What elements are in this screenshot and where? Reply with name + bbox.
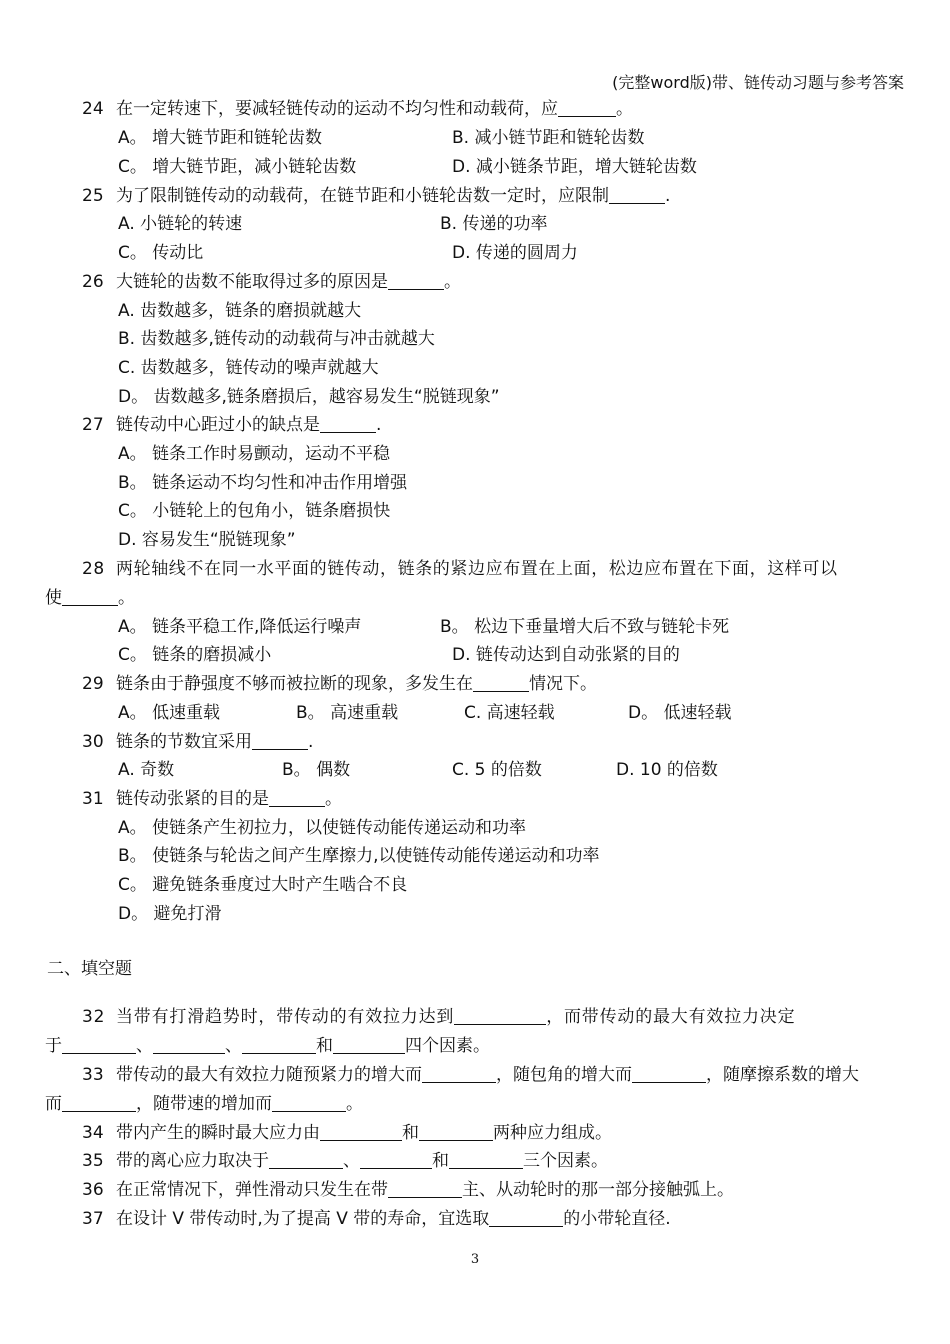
answer-blank xyxy=(272,1093,346,1112)
question-number: 27 xyxy=(82,415,104,435)
fill-question-37 xyxy=(82,1208,671,1230)
answer-blank xyxy=(388,271,444,290)
question-number: 28 xyxy=(82,559,105,579)
answer-blank xyxy=(62,1093,136,1112)
question-text: 链条的节数宜采用 xyxy=(116,732,252,752)
question-text: ，而带传动的最大有效拉力决定 xyxy=(546,1007,796,1027)
answer-blank xyxy=(558,98,616,117)
question-text: ，随带速的增加而 xyxy=(136,1094,272,1114)
question-number: 30 xyxy=(82,732,104,752)
answer-blank xyxy=(62,587,118,606)
question-28-continuation xyxy=(45,587,135,609)
question-31 xyxy=(82,788,342,810)
question-number: 32 xyxy=(82,1007,106,1027)
question-text: 和 xyxy=(316,1036,333,1056)
answer-blank xyxy=(449,1150,523,1169)
option-c: C。 增大链节距，减小链轮齿数 xyxy=(118,157,357,177)
fill-question-34 xyxy=(82,1122,612,1144)
question-text: 、 xyxy=(225,1036,242,1056)
option-b: B. 减小链节距和链轮齿数 xyxy=(452,128,645,148)
punctuation: 。 xyxy=(325,789,342,809)
option-c: C。 小链轮上的包角小，链条磨损快 xyxy=(118,501,391,521)
option-d: D. 传递的圆周力 xyxy=(452,243,578,263)
question-text: 链传动张紧的目的是 xyxy=(116,789,269,809)
option-b: B. 齿数越多,链传动的动载荷与冲击就越大 xyxy=(118,329,435,349)
answer-blank xyxy=(422,1064,496,1083)
punctuation: 。 xyxy=(118,588,135,608)
question-text: ，随包角的增大而 xyxy=(496,1065,632,1085)
answer-blank xyxy=(473,673,529,692)
question-text: 而 xyxy=(45,1094,62,1114)
question-number: 33 xyxy=(82,1065,104,1085)
answer-blank xyxy=(419,1122,493,1141)
answer-blank xyxy=(609,185,665,204)
answer-blank xyxy=(454,1006,546,1025)
question-text: 主、从动轮时的那一部分接触弧上。 xyxy=(462,1180,734,1200)
option-a: A。 使链条产生初拉力，以使链传动能传递运动和功率 xyxy=(118,818,527,838)
answer-blank xyxy=(360,1150,432,1169)
question-text: 和 xyxy=(432,1151,449,1171)
option-b: B。 偶数 xyxy=(282,760,351,780)
option-d: D. 链传动达到自动张紧的目的 xyxy=(452,645,680,665)
question-text: 两种应力组成。 xyxy=(493,1123,612,1143)
answer-blank xyxy=(333,1035,405,1054)
option-c: C。 链条的磨损减小 xyxy=(118,645,272,665)
answer-blank xyxy=(489,1208,563,1227)
answer-blank xyxy=(252,731,308,750)
option-d: D. 容易发生“脱链现象” xyxy=(118,530,296,550)
question-text: 带的离心应力取决于 xyxy=(116,1151,269,1171)
question-text: 大链轮的齿数不能取得过多的原因是 xyxy=(116,272,388,292)
answer-blank xyxy=(242,1035,316,1054)
punctuation: . xyxy=(665,186,671,206)
answer-blank xyxy=(320,414,376,433)
question-text: 和 xyxy=(402,1123,419,1143)
question-text: 四个因素。 xyxy=(405,1036,490,1056)
fill-question-32 xyxy=(82,1006,795,1028)
question-number: 25 xyxy=(82,186,104,206)
question-number: 31 xyxy=(82,789,104,809)
answer-blank xyxy=(388,1179,462,1198)
answer-blank xyxy=(632,1064,706,1083)
question-30 xyxy=(82,731,313,753)
question-text: 、 xyxy=(136,1036,153,1056)
fill-question-36 xyxy=(82,1179,734,1201)
question-text: 两轮轴线不在同一水平面的链传动，链条的紧边应布置在上面，松边应布置在下面，这样可以 xyxy=(116,559,838,579)
option-c: C. 齿数越多，链传动的噪声就越大 xyxy=(118,358,379,378)
answer-blank xyxy=(320,1122,402,1141)
option-b: B。 高速重载 xyxy=(296,703,399,723)
punctuation: 。 xyxy=(444,272,461,292)
page-header: (完整word版)带、链传动习题与参考答案 xyxy=(612,73,904,92)
question-text: 带内产生的瞬时最大应力由 xyxy=(116,1123,320,1143)
fill-question-35 xyxy=(82,1150,608,1172)
question-number: 35 xyxy=(82,1151,104,1171)
question-text: 于 xyxy=(45,1036,62,1056)
option-a: A。 低速重载 xyxy=(118,703,221,723)
option-b: B。 松边下垂量增大后不致与链轮卡死 xyxy=(440,617,730,637)
punctuation: . xyxy=(376,415,382,435)
option-d: D. 减小链条节距，增大链轮齿数 xyxy=(452,157,697,177)
question-text: 在正常情况下，弹性滑动只发生在带 xyxy=(116,1180,388,1200)
question-text: 当带有打滑趋势时，带传动的有效拉力达到 xyxy=(116,1007,455,1027)
question-number: 34 xyxy=(82,1123,104,1143)
option-b: B。 链条运动不均匀性和冲击作用增强 xyxy=(118,473,408,493)
page-number: 3 xyxy=(470,1252,480,1267)
question-number: 29 xyxy=(82,674,104,694)
question-text: 在设计 V 带传动时,为了提高 V 带的寿命，宜选取 xyxy=(116,1209,490,1229)
fill-question-33-continuation xyxy=(45,1093,363,1115)
question-27 xyxy=(82,414,381,436)
option-a: A. 小链轮的转速 xyxy=(118,214,243,234)
answer-blank xyxy=(269,788,325,807)
option-a: A. 奇数 xyxy=(118,760,175,780)
option-c: C. 5 的倍数 xyxy=(452,760,542,780)
answer-blank xyxy=(153,1035,225,1054)
option-d: D. 10 的倍数 xyxy=(616,760,718,780)
option-d: D。 避免打滑 xyxy=(118,904,222,924)
question-number: 37 xyxy=(82,1209,104,1229)
question-number: 24 xyxy=(82,99,104,119)
question-text: 带传动的最大有效拉力随预紧力的增大而 xyxy=(116,1065,422,1085)
question-text: 在一定转速下，要减轻链传动的运动不均匀性和动载荷，应 xyxy=(116,99,558,119)
option-d: D。 齿数越多,链条磨损后，越容易发生“脱链现象” xyxy=(118,387,500,407)
question-text: 。 xyxy=(346,1094,363,1114)
question-text: ，随摩擦系数的增大 xyxy=(706,1065,859,1085)
question-24 xyxy=(82,98,633,120)
punctuation: 。 xyxy=(616,99,633,119)
question-text: 链传动中心距过小的缺点是 xyxy=(116,415,320,435)
fill-question-33 xyxy=(82,1064,859,1086)
question-29 xyxy=(82,673,597,695)
option-a: A。 链条平稳工作,降低运行噪声 xyxy=(118,617,362,637)
option-a: A. 齿数越多，链条的磨损就越大 xyxy=(118,301,362,321)
question-26 xyxy=(82,271,461,293)
question-text: 三个因素。 xyxy=(523,1151,608,1171)
option-c: C。 传动比 xyxy=(118,243,204,263)
option-a: A。 增大链节距和链轮齿数 xyxy=(118,128,323,148)
punctuation: . xyxy=(308,732,314,752)
question-25 xyxy=(82,185,670,207)
question-text: 、 xyxy=(343,1151,360,1171)
option-c: C. 高速轻载 xyxy=(464,703,555,723)
question-text: 为了限制链传动的动载荷，在链节距和小链轮齿数一定时，应限制 xyxy=(116,186,609,206)
question-number: 26 xyxy=(82,272,104,292)
section-heading: 二、填空题 xyxy=(47,959,132,979)
question-text: 使 xyxy=(45,588,62,608)
question-28 xyxy=(82,558,838,580)
option-d: D。 低速轻载 xyxy=(628,703,732,723)
answer-blank xyxy=(269,1150,343,1169)
option-c: C。 避免链条垂度过大时产生啮合不良 xyxy=(118,875,408,895)
question-text: 的小带轮直径. xyxy=(563,1209,671,1229)
question-text-end: 情况下。 xyxy=(529,674,597,694)
answer-blank xyxy=(62,1035,136,1054)
option-a: A。 链条工作时易颤动，运动不平稳 xyxy=(118,444,391,464)
fill-question-32-continuation xyxy=(45,1035,490,1057)
option-b: B。 使链条与轮齿之间产生摩擦力,以使链传动能传递运动和功率 xyxy=(118,846,600,866)
question-text: 链条由于静强度不够而被拉断的现象，多发生在 xyxy=(116,674,473,694)
option-b: B. 传递的功率 xyxy=(440,214,548,234)
question-number: 36 xyxy=(82,1180,104,1200)
